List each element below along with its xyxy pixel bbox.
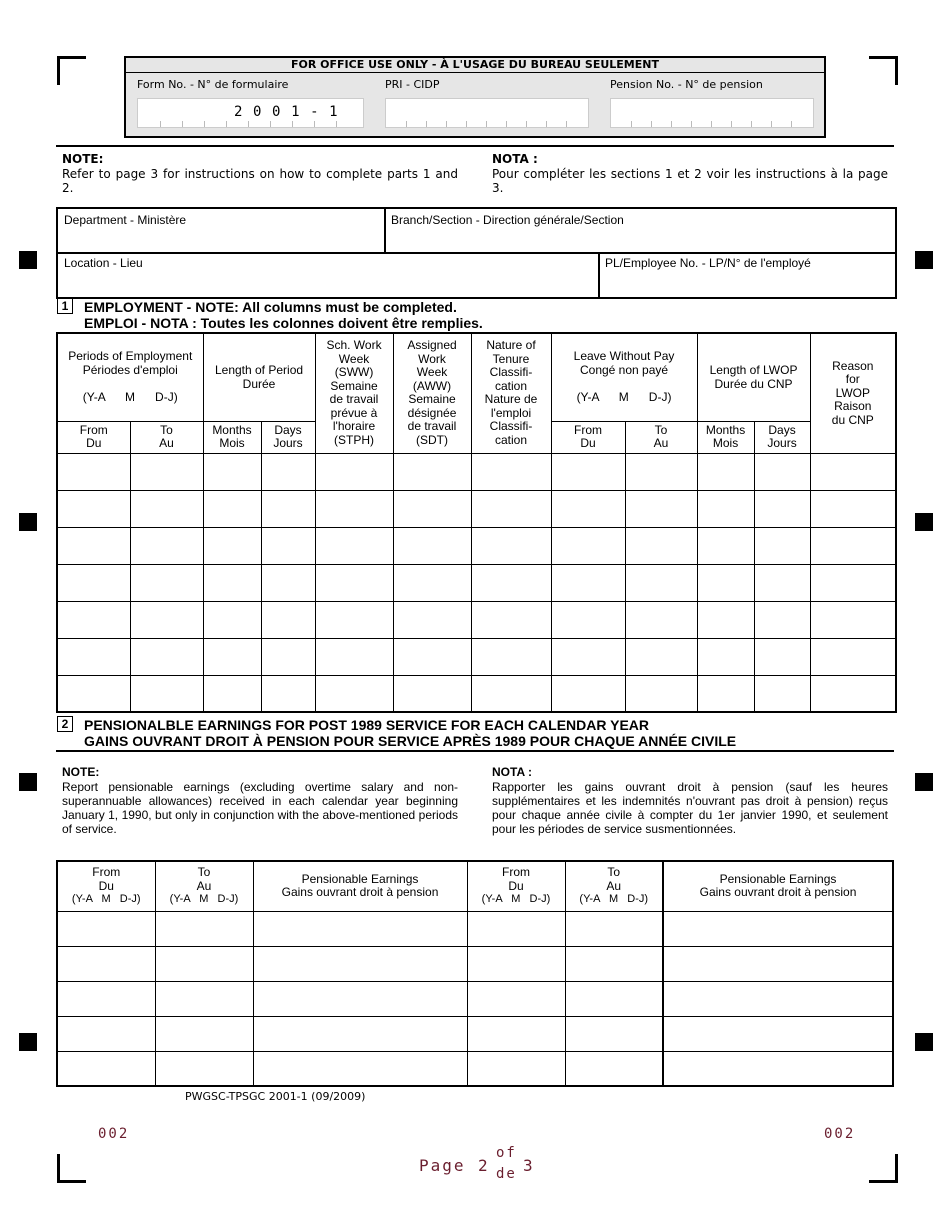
entry-cell[interactable] <box>565 911 663 946</box>
table-row <box>57 1016 893 1051</box>
entry-cell[interactable] <box>471 564 551 601</box>
lwop-to-header: To Au <box>625 421 697 453</box>
page-number: 2 <box>478 1156 490 1175</box>
entry-cell[interactable] <box>253 1051 467 1086</box>
form-code: PWGSC-TPSGC 2001-1 (09/2009) <box>185 1090 366 1103</box>
entry-cell[interactable] <box>754 601 810 638</box>
divider <box>56 145 894 147</box>
entry-cell[interactable] <box>261 527 315 564</box>
note-text-en: Refer to page 3 for instructions on how to complete parts 1 and 2. <box>62 167 458 195</box>
page-of: of <box>496 1145 517 1161</box>
entry-cell[interactable] <box>203 527 261 564</box>
s2-from-header: From Du (Y-A M D-J) <box>57 861 155 911</box>
page-label: Page <box>419 1156 466 1175</box>
earnings-table <box>56 860 894 1087</box>
section-1-number: 1 <box>57 298 73 314</box>
office-use-box <box>124 56 826 138</box>
entry-cell[interactable] <box>57 946 155 981</box>
s2-to-header: To Au (Y-A M D-J) <box>155 861 253 911</box>
registration-mark <box>19 513 37 531</box>
entry-cell[interactable] <box>663 946 893 981</box>
entry-cell[interactable] <box>663 981 893 1016</box>
section-1-title-fr: EMPLOI - NOTA : Toutes les colonnes doivent être remplies. <box>84 315 483 331</box>
office-use-title: FOR OFFICE USE ONLY - À L'USAGE DU BUREAU SEULEMENT <box>126 58 824 73</box>
s2-to-header-2: To Au (Y-A M D-J) <box>565 861 663 911</box>
registration-mark <box>915 1033 933 1051</box>
entry-cell[interactable] <box>551 601 625 638</box>
entry-cell[interactable] <box>261 675 315 712</box>
entry-cell[interactable] <box>315 453 393 490</box>
entry-cell[interactable] <box>471 601 551 638</box>
periods-header: Periods of Employment Périodes d'emploi (Y-A M D-J) <box>57 333 203 421</box>
corner-mark-bottom-left <box>57 1154 86 1183</box>
entry-cell[interactable] <box>203 564 261 601</box>
entry-cell[interactable] <box>810 675 896 712</box>
pension-no-field[interactable] <box>610 98 814 128</box>
entry-cell[interactable] <box>551 490 625 527</box>
entry-cell[interactable] <box>203 490 261 527</box>
pri-label: PRI - CIDP <box>385 78 440 91</box>
pension-no-label: Pension No. - N° de pension <box>610 78 763 91</box>
entry-cell[interactable] <box>155 1016 253 1051</box>
entry-cell[interactable] <box>315 527 393 564</box>
entry-cell[interactable] <box>57 601 130 638</box>
location-field[interactable] <box>62 271 592 293</box>
entry-cell[interactable] <box>315 564 393 601</box>
entry-cell[interactable] <box>57 453 130 490</box>
table-row <box>57 1051 893 1086</box>
entry-cell[interactable] <box>203 601 261 638</box>
employee-no-field[interactable] <box>604 271 890 293</box>
entry-cell[interactable] <box>130 675 203 712</box>
entry-cell[interactable] <box>155 981 253 1016</box>
table-row <box>57 946 893 981</box>
page-code-left: 002 <box>98 1126 130 1142</box>
entry-cell[interactable] <box>261 601 315 638</box>
months-header: Months Mois <box>203 421 261 453</box>
employee-no-label: PL/Employee No. - LP/N° de l'employé <box>605 256 811 270</box>
entry-cell[interactable] <box>57 1051 155 1086</box>
s2-earnings-header-2: Pensionable Earnings Gains ouvrant droit à pension <box>663 861 893 911</box>
section-2-note-heading-fr: NOTA : <box>492 765 532 779</box>
sww-header: Sch. Work Week (SWW) Semaine de travail prévue à l'horaire (STPH) <box>315 333 393 453</box>
registration-mark <box>915 513 933 531</box>
entry-cell[interactable] <box>471 638 551 675</box>
table-row <box>57 601 896 638</box>
entry-cell[interactable] <box>625 490 697 527</box>
s2-from-header-2: From Du (Y-A M D-J) <box>467 861 565 911</box>
entry-cell[interactable] <box>57 911 155 946</box>
section-2-note-en: Report pensionable earnings (excluding overtime salary and non-superannuable allowances) received in each calendar year beginning January 1, 1990, but only in conjunction with the above-mentioned periods of service. <box>62 780 458 836</box>
entry-cell[interactable] <box>155 946 253 981</box>
s2-earnings-header: Pensionable Earnings Gains ouvrant droit à pension <box>253 861 467 911</box>
entry-cell[interactable] <box>810 527 896 564</box>
entry-cell[interactable] <box>467 1016 565 1051</box>
branch-field[interactable] <box>390 227 890 249</box>
entry-cell[interactable] <box>467 981 565 1016</box>
lwop-length-header: Length of LWOP Durée du CNP <box>697 333 810 421</box>
table-row <box>57 527 896 564</box>
entry-cell[interactable] <box>754 675 810 712</box>
days-header: Days Jours <box>261 421 315 453</box>
entry-cell[interactable] <box>810 601 896 638</box>
entry-cell[interactable] <box>253 946 467 981</box>
entry-cell[interactable] <box>697 601 754 638</box>
entry-cell[interactable] <box>625 675 697 712</box>
entry-cell[interactable] <box>203 453 261 490</box>
entry-cell[interactable] <box>625 527 697 564</box>
entry-cell[interactable] <box>315 638 393 675</box>
entry-cell[interactable] <box>57 490 130 527</box>
entry-cell[interactable] <box>810 490 896 527</box>
table-row <box>57 911 893 946</box>
note-heading-fr: NOTA : <box>492 152 538 166</box>
branch-label: Branch/Section - Direction générale/Section <box>391 213 624 227</box>
note-text-fr: Pour compléter les sections 1 et 2 voir les instructions à la page 3. <box>492 167 888 195</box>
entry-cell[interactable] <box>57 564 130 601</box>
section-2-number: 2 <box>57 716 73 732</box>
entry-cell[interactable] <box>565 1051 663 1086</box>
entry-cell[interactable] <box>625 453 697 490</box>
entry-cell[interactable] <box>393 675 471 712</box>
table-row <box>57 981 893 1016</box>
entry-cell[interactable] <box>261 564 315 601</box>
entry-cell[interactable] <box>551 527 625 564</box>
lwop-months-header: Months Mois <box>697 421 754 453</box>
entry-cell[interactable] <box>625 601 697 638</box>
pri-field[interactable] <box>385 98 589 128</box>
entry-cell[interactable] <box>315 675 393 712</box>
entry-cell[interactable] <box>253 1016 467 1051</box>
entry-cell[interactable] <box>697 490 754 527</box>
entry-cell[interactable] <box>467 946 565 981</box>
section-2-title-fr: GAINS OUVRANT DROIT À PENSION POUR SERVICE APRÈS 1989 POUR CHAQUE ANNÉE CIVILE <box>84 733 737 749</box>
entry-cell[interactable] <box>697 453 754 490</box>
entry-cell[interactable] <box>565 981 663 1016</box>
entry-cell[interactable] <box>130 601 203 638</box>
entry-cell[interactable] <box>754 564 810 601</box>
entry-cell[interactable] <box>697 527 754 564</box>
entry-cell[interactable] <box>754 453 810 490</box>
entry-cell[interactable] <box>663 1051 893 1086</box>
entry-cell[interactable] <box>155 1051 253 1086</box>
divider <box>56 750 894 752</box>
page-total: 3 <box>523 1156 535 1175</box>
entry-cell[interactable] <box>754 638 810 675</box>
from-header: From Du <box>57 421 130 453</box>
entry-cell[interactable] <box>697 564 754 601</box>
to-header: To Au <box>130 421 203 453</box>
entry-cell[interactable] <box>203 638 261 675</box>
entry-cell[interactable] <box>57 527 130 564</box>
lwop-from-header: From Du <box>551 421 625 453</box>
form-no-field[interactable] <box>137 98 364 128</box>
entry-cell[interactable] <box>565 946 663 981</box>
length-header: Length of Period Durée <box>203 333 315 421</box>
entry-cell[interactable] <box>471 527 551 564</box>
entry-cell[interactable] <box>393 564 471 601</box>
registration-mark <box>19 251 37 269</box>
entry-cell[interactable] <box>810 453 896 490</box>
form-no-label: Form No. - N° de formulaire <box>137 78 289 91</box>
table-row <box>57 564 896 601</box>
section-2-title-en: PENSIONALBLE EARNINGS FOR POST 1989 SERVICE FOR EACH CALENDAR YEAR <box>84 717 650 733</box>
entry-cell[interactable] <box>261 453 315 490</box>
entry-cell[interactable] <box>57 675 130 712</box>
aww-header: Assigned Work Week (AWW) Semaine désignée de travail (SDT) <box>393 333 471 453</box>
entry-cell[interactable] <box>551 675 625 712</box>
location-label: Location - Lieu <box>64 256 143 270</box>
entry-cell[interactable] <box>625 564 697 601</box>
entry-cell[interactable] <box>130 490 203 527</box>
entry-cell[interactable] <box>130 453 203 490</box>
section-1-title-en: EMPLOYMENT - NOTE: All columns must be completed. <box>84 299 457 315</box>
table-row <box>57 675 896 712</box>
department-field[interactable] <box>62 227 380 249</box>
entry-cell[interactable] <box>754 490 810 527</box>
department-label: Department - Ministère <box>64 213 187 227</box>
tenure-header: Nature of Tenure Classifi-cation Nature de l'emploi Classifi-cation <box>471 333 551 453</box>
table-row <box>57 453 896 490</box>
entry-cell[interactable] <box>393 527 471 564</box>
entry-cell[interactable] <box>130 564 203 601</box>
reason-header: Reason for LWOP Raison du CNP <box>810 333 896 453</box>
entry-cell[interactable] <box>810 638 896 675</box>
registration-mark <box>19 1033 37 1051</box>
entry-cell[interactable] <box>393 601 471 638</box>
form-no-value: 2001-1 <box>234 104 349 120</box>
entry-cell[interactable] <box>315 601 393 638</box>
corner-mark-top-left <box>57 56 86 85</box>
section-2-note-heading-en: NOTE: <box>62 765 100 779</box>
note-heading-en: NOTE: <box>62 152 104 166</box>
entry-cell[interactable] <box>130 527 203 564</box>
section-2-note-fr: Rapporter les gains ouvrant droit à pension (sauf les heures supplémentaires et les indemnités n'ouvrant pas droit à pension) reçus pour chaque année civile à compter du 1er janvier 1990, et seulement pour les périodes de service susmentionnées. <box>492 780 888 836</box>
page-de: de <box>496 1166 517 1182</box>
entry-cell[interactable] <box>471 453 551 490</box>
entry-cell[interactable] <box>625 638 697 675</box>
entry-cell[interactable] <box>253 981 467 1016</box>
registration-mark <box>915 251 933 269</box>
entry-cell[interactable] <box>393 453 471 490</box>
entry-cell[interactable] <box>471 675 551 712</box>
entry-cell[interactable] <box>57 1016 155 1051</box>
entry-cell[interactable] <box>663 1016 893 1051</box>
registration-mark <box>19 773 37 791</box>
entry-cell[interactable] <box>57 981 155 1016</box>
entry-cell[interactable] <box>130 638 203 675</box>
registration-mark <box>915 773 933 791</box>
entry-cell[interactable] <box>551 638 625 675</box>
entry-cell[interactable] <box>551 453 625 490</box>
table-row <box>57 638 896 675</box>
entry-cell[interactable] <box>393 490 471 527</box>
entry-cell[interactable] <box>663 911 893 946</box>
entry-cell[interactable] <box>393 638 471 675</box>
department-box <box>56 207 897 299</box>
entry-cell[interactable] <box>261 490 315 527</box>
lwop-days-header: Days Jours <box>754 421 810 453</box>
entry-cell[interactable] <box>467 911 565 946</box>
table-row <box>57 490 896 527</box>
page-code-right: 002 <box>824 1126 856 1142</box>
entry-cell[interactable] <box>471 490 551 527</box>
corner-mark-bottom-right <box>869 1154 898 1183</box>
entry-cell[interactable] <box>261 638 315 675</box>
entry-cell[interactable] <box>57 638 130 675</box>
entry-cell[interactable] <box>754 527 810 564</box>
entry-cell[interactable] <box>253 911 467 946</box>
lwop-header: Leave Without Pay Congé non payé (Y-A M D-J) <box>551 333 697 421</box>
entry-cell[interactable] <box>810 564 896 601</box>
employment-table <box>56 332 897 713</box>
entry-cell[interactable] <box>467 1051 565 1086</box>
entry-cell[interactable] <box>697 638 754 675</box>
entry-cell[interactable] <box>697 675 754 712</box>
entry-cell[interactable] <box>203 675 261 712</box>
entry-cell[interactable] <box>551 564 625 601</box>
entry-cell[interactable] <box>565 1016 663 1051</box>
entry-cell[interactable] <box>155 911 253 946</box>
entry-cell[interactable] <box>315 490 393 527</box>
corner-mark-top-right <box>869 56 898 85</box>
